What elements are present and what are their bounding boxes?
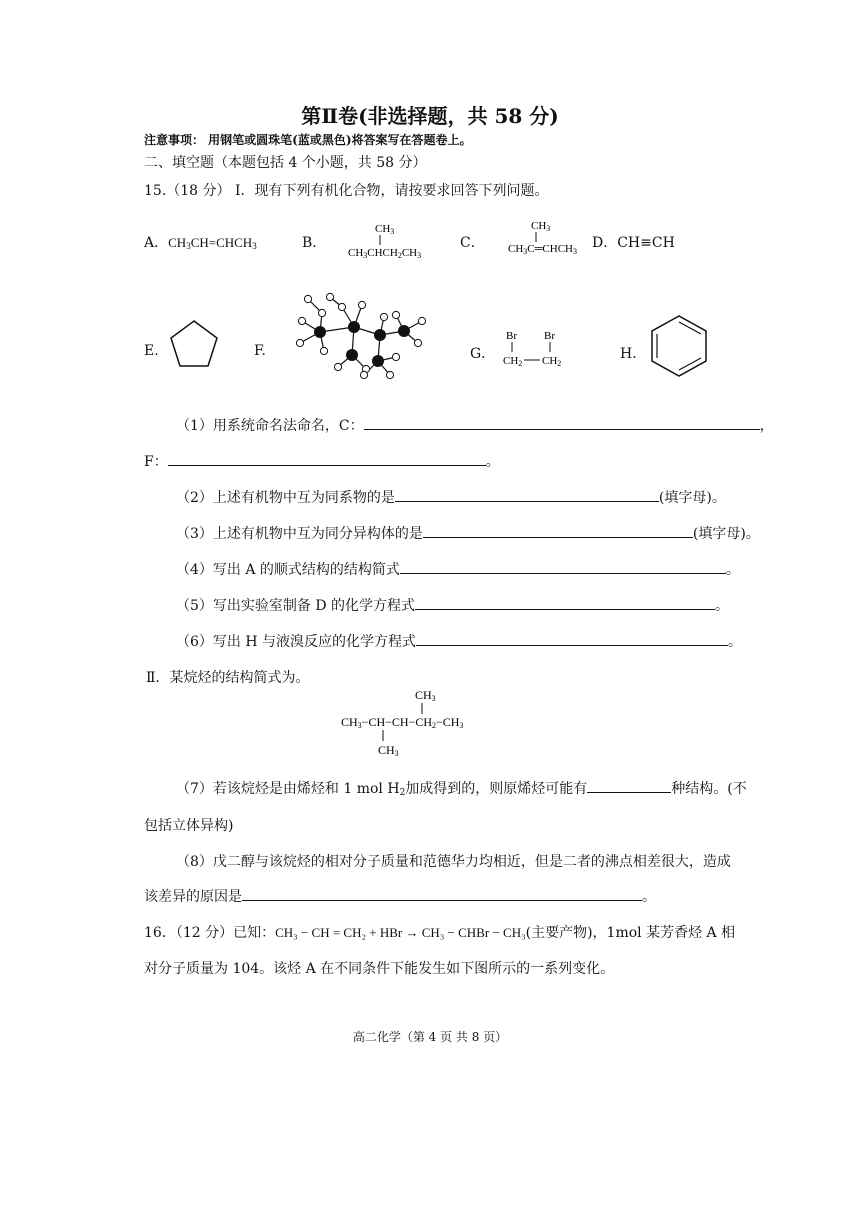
svg-text:CH3: CH3 <box>378 743 399 758</box>
option-c-label: C． <box>460 235 485 251</box>
q15-sub4: （4）写出 A 的顺式结构的结构简式 。 <box>176 559 740 579</box>
answer-blank-1c[interactable] <box>364 415 760 430</box>
q15-header: 15.（18 分） I．现有下列有机化合物，请按要求回答下列问题。 <box>144 183 549 199</box>
option-h-label: H． <box>620 346 647 362</box>
answer-blank-8[interactable] <box>242 886 642 901</box>
option-b-label: B． <box>302 235 327 251</box>
alkane-structure <box>338 686 528 758</box>
answer-blank-6[interactable] <box>416 631 728 646</box>
option-d: D．CH≡CH <box>592 235 675 251</box>
option-f-label: F. <box>254 343 266 359</box>
q15-sub1-f: F： 。 <box>144 451 500 471</box>
svg-text:CH2: CH2 <box>503 355 523 368</box>
answer-blank-4[interactable] <box>400 559 726 574</box>
answer-blank-5[interactable] <box>415 595 715 610</box>
q16-line1: 16．（12 分）已知：CH₃ − CH = CH₂ + HBr → CH₃ − CHBr − CH₃(主要产物)，1mol 某芳香烃 A 相 <box>144 925 736 941</box>
benzene-structure <box>646 312 712 380</box>
notice-text: 注意事项： 用钢笔或圆珠笔(蓝或黑色)将答案写在答题卷上。 <box>144 133 472 147</box>
q16-equation: CH₃ − CH = CH₂ + HBr → CH₃ − CHBr − CH₃ <box>275 925 526 940</box>
q15-sub8-line2: 该差异的原因是 。 <box>144 886 656 906</box>
option-g-structure <box>500 326 580 372</box>
svg-text:CH3: CH3 <box>375 223 395 236</box>
option-b-structure <box>345 220 450 262</box>
option-a: A．$CH_3CH=CHCH_3$ <box>144 235 257 251</box>
q15-sub8: （8）戊二醇与该烷烃的相对分子质量和范德华力均相近，但是二者的沸点相差很大，造成 <box>176 854 731 870</box>
svg-text:CH3CHCH2CH3: CH3CHCH2CH3 <box>348 247 422 260</box>
q15-sub1: （1）用系统命名法命名，C： ， <box>176 415 774 435</box>
q15-sub7-line2: 包括立体异构) <box>144 818 234 834</box>
answer-blank-2[interactable] <box>395 487 659 502</box>
cyclopentane-structure <box>166 316 222 372</box>
svg-text:CH3: CH3 <box>415 688 436 703</box>
section-heading: 二、填空题（本题包括 4 个小题，共 58 分） <box>144 155 427 171</box>
answer-blank-7[interactable] <box>587 778 671 793</box>
q16-line2: 对分子质量为 104。该烃 A 在不同条件下能发生如下图所示的一系列变化。 <box>144 961 615 977</box>
svg-text:CH3−CH−CH−CH2−CH3: CH3−CH−CH−CH2−CH3 <box>341 715 464 730</box>
option-g-label: G． <box>470 346 496 362</box>
answer-blank-1f[interactable] <box>168 451 486 466</box>
page-footer: 高二化学（第 4 页 共 8 页） <box>352 1030 508 1044</box>
svg-text:Br: Br <box>544 330 555 342</box>
part-two-heading: Ⅱ．某烷烃的结构简式为。 <box>146 670 310 686</box>
svg-text:Br: Br <box>506 330 517 342</box>
svg-text:CH3: CH3 <box>531 220 551 233</box>
option-e-label: E. <box>144 343 159 359</box>
q15-sub7: （7）若该烷烃是由烯烃和 1 mol $H_2$加成得到的，则原烯烃可能有 种结构。(不 <box>176 778 747 798</box>
page-title: 第Ⅱ卷(非选择题，共 58 分) <box>301 104 559 128</box>
ball-and-stick-model <box>272 287 437 383</box>
answer-blank-3[interactable] <box>423 523 693 538</box>
q15-sub3: （3）上述有机物中互为同分异构体的是 (填字母)。 <box>176 523 760 543</box>
q15-sub6: （6）写出 H 与液溴反应的化学方程式 。 <box>176 631 742 651</box>
svg-text:CH3C═CHCH3: CH3C═CHCH3 <box>508 243 577 256</box>
option-c-structure <box>505 216 605 258</box>
svg-text:CH2: CH2 <box>542 355 562 368</box>
q15-sub5: （5）写出实验室制备 D 的化学方程式 。 <box>176 595 729 615</box>
q15-sub2: （2）上述有机物中互为同系物的是 (填字母)。 <box>176 487 726 507</box>
